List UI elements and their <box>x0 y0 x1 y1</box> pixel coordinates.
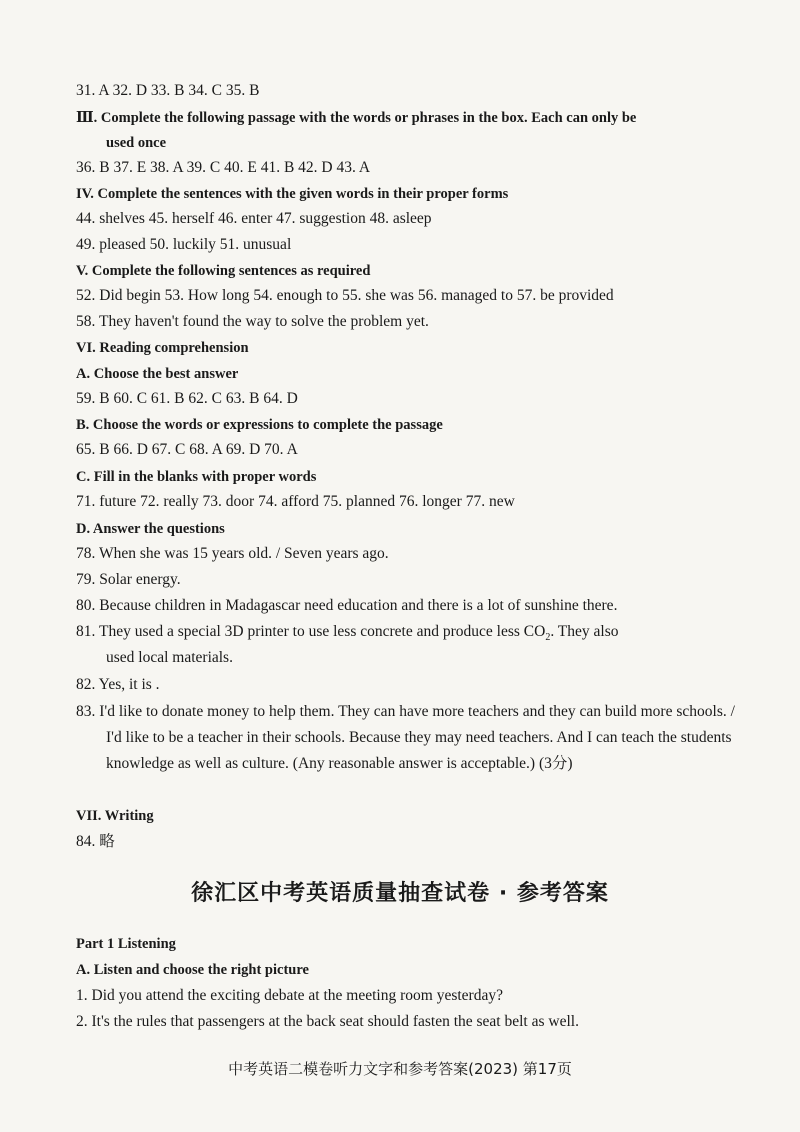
answer-line: 52. Did begin 53. How long 54. enough to 55. she was 56. managed to 57. be provided <box>76 287 614 304</box>
answer-81-continued: used local materials. <box>106 649 233 666</box>
listening-item-2: 2. It's the rules that passengers at the back seat should fasten the seat belt as well. <box>76 1013 579 1030</box>
answer-line: 65. B 66. D 67. C 68. A 69. D 70. A <box>76 441 298 458</box>
answer-line: 78. When she was 15 years old. / Seven years ago. <box>76 545 389 562</box>
answer-line: 44. shelves 45. herself 46. enter 47. suggestion 48. asleep <box>76 210 432 227</box>
page-title: 徐汇区中考英语质量抽查试卷 · 参考答案 <box>191 881 609 906</box>
section-heading: Ⅲ. Complete the following passage with the words or phrases in the box. Each can only be <box>76 110 637 126</box>
answer-83: 83. I'd like to donate money to help them. They can have more teachers and they can build more schools. / I'd like to be a teacher in their schools. Because they may need teachers. And I can teach the students knowledge as well as culture. (Any reasonable answer is acceptable.) (3分) <box>76 703 735 772</box>
answer-line: 71. future 72. really 73. door 74. afford 75. planned 76. longer 77. new <box>76 493 515 510</box>
answer-82: 82. Yes, it is . <box>76 676 160 693</box>
answer-line: 31. A 32. D 33. B 34. C 35. B <box>76 82 260 99</box>
section-heading: VI. Reading comprehension <box>76 340 249 356</box>
answer-84: 84. 略 <box>76 833 115 850</box>
listening-item-1: 1. Did you attend the exciting debate at the meeting room yesterday? <box>76 987 503 1004</box>
answer-81: 81. They used a special 3D printer to use less concrete and produce less $CO_2$. They also <box>76 623 619 644</box>
section-heading: IV. Complete the sentences with the given words in their proper forms <box>76 186 509 202</box>
section-heading: A. Choose the best answer <box>76 366 239 382</box>
section-heading: B. Choose the words or expressions to complete the passage <box>76 417 443 433</box>
part-a-heading: A. Listen and choose the right picture <box>76 962 309 978</box>
answer-line: 36. B 37. E 38. A 39. C 40. E 41. B 42. D 43. A <box>76 159 371 176</box>
section-7-heading: VII. Writing <box>76 808 154 824</box>
answer-line: 58. They haven't found the way to solve the problem yet. <box>76 313 429 330</box>
answer-line: 79. Solar energy. <box>76 571 181 588</box>
section-heading: used once <box>106 135 167 151</box>
page-footer: 中考英语二模卷听力文字和参考答案(2023) 第17页 <box>228 1060 572 1078</box>
section-heading: V. Complete the following sentences as required <box>76 263 371 279</box>
section-heading: C. Fill in the blanks with proper words <box>76 469 317 485</box>
answer-line: 80. Because children in Madagascar need education and there is a lot of sunshine there. <box>76 597 618 614</box>
answer-line: 49. pleased 50. luckily 51. unusual <box>76 236 292 253</box>
part-1-heading: Part 1 Listening <box>76 936 176 952</box>
answer-line: 59. B 60. C 61. B 62. C 63. B 64. D <box>76 390 298 407</box>
section-heading: D. Answer the questions <box>76 521 225 537</box>
